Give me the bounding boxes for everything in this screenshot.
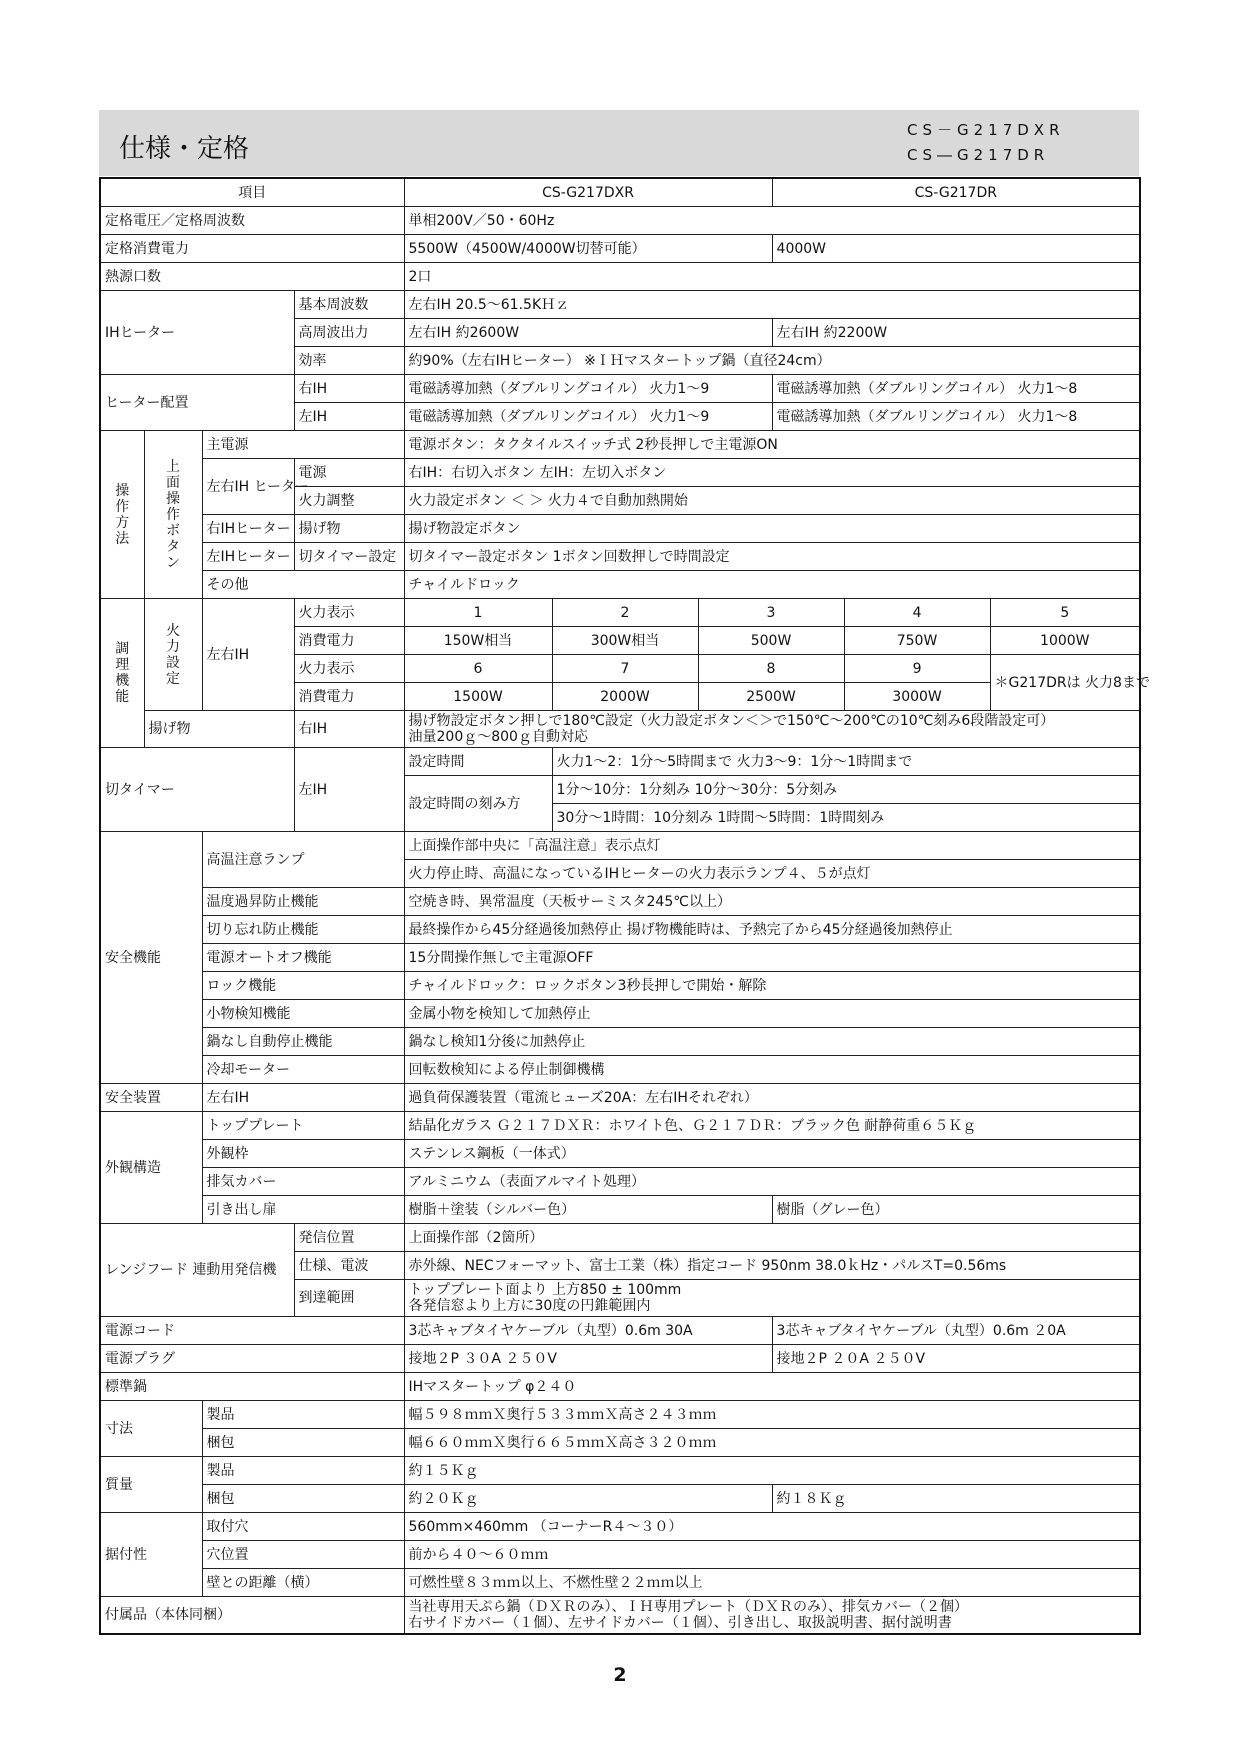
plug-dxr: 接地２P ３０A ２５０V bbox=[404, 1345, 772, 1373]
table-row bbox=[100, 711, 1140, 748]
table-row bbox=[100, 1112, 1140, 1140]
dr-heat-note: ＊G217DRは 火力8まで bbox=[990, 655, 1140, 711]
safety-row-value: 回転数検知による停止制御機構 bbox=[404, 1056, 1140, 1084]
safety-row-value: 空焼き時、異常温度（天板サーミスタ245℃以上） bbox=[404, 888, 1140, 916]
spec-table bbox=[99, 177, 1150, 1635]
ih-label: IHヒーター bbox=[100, 291, 294, 375]
ih-hf-dr: 左右IH 約2200W bbox=[772, 319, 1140, 347]
size-prod-label: 製品 bbox=[202, 1401, 404, 1429]
table-row bbox=[100, 599, 1140, 627]
cook-disp-label-2: 火力表示 bbox=[294, 655, 404, 683]
heat-level-cell: 2 bbox=[552, 599, 698, 627]
hood-wave-label: 仕様、電波 bbox=[294, 1252, 404, 1280]
offtimer-set-value: 火力1～2：1分～5時間まで 火力3～9：1分～1時間まで bbox=[552, 748, 1140, 776]
exterior-cover-value: アルミニウム（表面アルマイト処理） bbox=[404, 1168, 1140, 1196]
table-row bbox=[100, 571, 1140, 599]
table-row bbox=[100, 1028, 1140, 1056]
mass-prod-value: 約１５Ｋｇ bbox=[404, 1457, 1140, 1485]
size-pack-label: 梱包 bbox=[202, 1429, 404, 1457]
install-pos-label: 穴位置 bbox=[202, 1541, 404, 1569]
safety-row-value: 15分間操作無しで主電源OFF bbox=[404, 944, 1140, 972]
ops-other-label: その他 bbox=[202, 571, 404, 599]
ops-other-value: チャイルドロック bbox=[404, 571, 1140, 599]
mass-label: 質量 bbox=[100, 1457, 202, 1513]
ops-power-value: 右IH：右切入ボタン 左IH：左切入ボタン bbox=[404, 459, 1140, 487]
ops-right-label: 右IHヒーター bbox=[202, 515, 294, 543]
plug-dr: 接地２P ２０A ２５０V bbox=[772, 1345, 1140, 1373]
header-dr: CS-G217DR bbox=[772, 178, 1140, 207]
table-row bbox=[100, 1457, 1140, 1485]
heat-watt-cell: 300W相当 bbox=[552, 627, 698, 655]
exterior-label: 外観構造 bbox=[100, 1112, 202, 1224]
heat-watt-cell: 1000W bbox=[990, 627, 1140, 655]
safety-lamp1: 上面操作部中央に「高温注意」表示点灯 bbox=[404, 832, 1140, 860]
heat-level-cell: 3 bbox=[698, 599, 844, 627]
ih-hf-label: 高周波出力 bbox=[294, 319, 404, 347]
table-row bbox=[100, 207, 1140, 235]
heat-level-cell: 6 bbox=[404, 655, 552, 683]
heat-level-cell: 9 bbox=[844, 655, 990, 683]
offtimer-step-label: 設定時間の刻み方 bbox=[404, 776, 552, 832]
layout-right-dxr: 電磁誘導加熱（ダブルリングコイル） 火力1～9 bbox=[404, 375, 772, 403]
ops-main-value: 電源ボタン：タクタイルスイッチ式 2秒長押しで主電源ON bbox=[404, 431, 1140, 459]
safety-row-label: 鍋なし自動停止機能 bbox=[202, 1028, 404, 1056]
table-row bbox=[100, 1000, 1140, 1028]
ih-hf-dxr: 左右IH 約2600W bbox=[404, 319, 772, 347]
layout-left-label: 左IH bbox=[294, 403, 404, 431]
hood-pos-label: 発信位置 bbox=[294, 1224, 404, 1252]
table-row bbox=[100, 1345, 1140, 1373]
ops-heat-label: 火力調整 bbox=[294, 487, 404, 515]
table-row bbox=[100, 944, 1140, 972]
exterior-drawer-dr: 樹脂（グレー色） bbox=[772, 1196, 1140, 1224]
cord-dr: 3芯キャブタイヤケーブル（丸型）0.6m ２0A bbox=[772, 1317, 1140, 1345]
table-row bbox=[100, 1196, 1140, 1224]
safety-row-value: 鍋なし検知1分後に加熱停止 bbox=[404, 1028, 1140, 1056]
cook-fry-side: 右IH bbox=[294, 711, 404, 748]
ops-heat-value: 火力設定ボタン ＜ ＞ 火力４で自動加熱開始 bbox=[404, 487, 1140, 515]
heat-level-cell: 1 bbox=[404, 599, 552, 627]
table-row bbox=[100, 235, 1140, 263]
device-label: 安全装置 bbox=[100, 1084, 202, 1112]
table-row bbox=[100, 1373, 1140, 1401]
ops-left-label: 左IHヒーター bbox=[202, 543, 294, 571]
safety-row-label: 小物検知機能 bbox=[202, 1000, 404, 1028]
install-hole-label: 取付穴 bbox=[202, 1513, 404, 1541]
heat-level-cell: 4 bbox=[844, 599, 990, 627]
safety-row-value: 金属小物を検知して加熱停止 bbox=[404, 1000, 1140, 1028]
exterior-frame-value: ステンレス鋼板（一体式） bbox=[404, 1140, 1140, 1168]
offtimer-set-label: 設定時間 bbox=[404, 748, 552, 776]
cook-fry-label: 揚げ物 bbox=[144, 711, 294, 748]
ops-timer-value: 切タイマー設定ボタン 1ボタン回数押しで時間設定 bbox=[404, 543, 1140, 571]
safety-row-label: 切り忘れ防止機能 bbox=[202, 916, 404, 944]
install-wall-label: 壁との距離（横） bbox=[202, 1569, 404, 1597]
table-row bbox=[100, 1485, 1140, 1513]
page-title: 仕様・定格 bbox=[119, 134, 250, 164]
heat-watt-cell: 1500W bbox=[404, 683, 552, 711]
acc-label: 付属品（本体同梱） bbox=[100, 1597, 404, 1635]
safety-row-label: ロック機能 bbox=[202, 972, 404, 1000]
ops-main-label: 主電源 bbox=[202, 431, 404, 459]
install-wall-value: 可燃性壁８３ｍｍ以上、不燃性壁２２ｍｍ以上 bbox=[404, 1569, 1140, 1597]
table-row bbox=[100, 1401, 1140, 1429]
offtimer-side: 左IH bbox=[294, 748, 404, 832]
layout-label: ヒーター配置 bbox=[100, 375, 294, 431]
cook-cons-label: 消費電力 bbox=[294, 627, 404, 655]
table-row bbox=[100, 1597, 1140, 1635]
hood-range-line2: 各発信窓より上方に30度の円錐範囲内 bbox=[408, 1298, 651, 1314]
heat-watt-cell: 2500W bbox=[698, 683, 844, 711]
exterior-drawer-label: 引き出し扉 bbox=[202, 1196, 404, 1224]
model-number-dxr: CS－G217DXR bbox=[907, 121, 1065, 139]
mass-pack-dxr: 約２０Ｋｇ bbox=[404, 1485, 772, 1513]
layout-right-dr: 電磁誘導加熱（ダブルリングコイル） 火力1～8 bbox=[772, 375, 1140, 403]
mass-pack-label: 梱包 bbox=[202, 1485, 404, 1513]
hood-pos-value: 上面操作部（2箇所） bbox=[404, 1224, 1140, 1252]
size-prod-value: 幅５９８ｍｍＸ奥行５３３ｍｍＸ高さ２４３ｍｍ bbox=[404, 1401, 1140, 1429]
layout-left-dxr: 電磁誘導加熱（ダブルリングコイル） 火力1～9 bbox=[404, 403, 772, 431]
table-row bbox=[100, 459, 1140, 487]
safety-row-label: 冷却モーター bbox=[202, 1056, 404, 1084]
exterior-top-value: 結晶化ガラス Ｇ２１７ＤＸＲ：ホワイト色、Ｇ２１７ＤＲ：ブラック色 耐静荷重６５Ｋｇ bbox=[404, 1112, 1140, 1140]
table-row bbox=[100, 1056, 1140, 1084]
table-row bbox=[100, 1224, 1140, 1252]
burners-label: 熱源口数 bbox=[100, 263, 404, 291]
install-pos-value: 前から４０～６０ｍｍ bbox=[404, 1541, 1140, 1569]
table-row bbox=[100, 543, 1140, 571]
cook-disp-label: 火力表示 bbox=[294, 599, 404, 627]
table-row bbox=[100, 1317, 1140, 1345]
safety-row-label: 電源オートオフ機能 bbox=[202, 944, 404, 972]
table-row bbox=[100, 916, 1140, 944]
exterior-frame-label: 外観枠 bbox=[202, 1140, 404, 1168]
exterior-cover-label: 排気カバー bbox=[202, 1168, 404, 1196]
hood-wave-value: 赤外線、NECフォーマット、富士工業（株）指定コード 950nm 38.0ｋHz・パルスT=0.56ms bbox=[404, 1252, 1140, 1280]
ops-fry-label: 揚げ物 bbox=[294, 515, 404, 543]
voltage-value: 単相200V／50・60Hz bbox=[404, 207, 1140, 235]
table-row bbox=[100, 1541, 1140, 1569]
ops-timer-label: 切タイマー設定 bbox=[294, 543, 404, 571]
cook-fry-value bbox=[404, 711, 1140, 748]
safety-row-label: 温度過昇防止機能 bbox=[202, 888, 404, 916]
ops-lr-label: 左右IH ヒーター bbox=[202, 459, 294, 515]
safety-row-value: チャイルドロック：ロックボタン3秒長押しで開始・解除 bbox=[404, 972, 1140, 1000]
power-label: 定格消費電力 bbox=[100, 235, 404, 263]
acc-value bbox=[404, 1597, 1140, 1635]
power-dr: 4000W bbox=[772, 235, 1140, 263]
cook-fry-line2: 油量200ｇ～800ｇ自動対応 bbox=[408, 729, 588, 745]
header-dxr: CS-G217DXR bbox=[404, 178, 772, 207]
table-row bbox=[100, 1569, 1140, 1597]
heat-watt-cell: 2000W bbox=[552, 683, 698, 711]
table-row bbox=[100, 263, 1140, 291]
layout-left-dr: 電磁誘導加熱（ダブルリングコイル） 火力1～8 bbox=[772, 403, 1140, 431]
mass-prod-label: 製品 bbox=[202, 1457, 404, 1485]
ih-freq-label: 基本周波数 bbox=[294, 291, 404, 319]
cord-dxr: 3芯キャブタイヤケーブル（丸型）0.6m 30A bbox=[404, 1317, 772, 1345]
table-row bbox=[100, 515, 1140, 543]
offtimer-step2: 30分～1時間：10分刻み 1時間～5時間：1時間刻み bbox=[552, 804, 1140, 832]
cord-label: 電源コード bbox=[100, 1317, 404, 1345]
device-value: 過負荷保護装置（電流ヒューズ20A：左右IHそれぞれ） bbox=[404, 1084, 1140, 1112]
cook-label: 調 理 機 能 bbox=[100, 599, 144, 748]
pot-label: 標準鍋 bbox=[100, 1373, 404, 1401]
header-item: 項目 bbox=[100, 178, 404, 207]
heat-level-cell: 8 bbox=[698, 655, 844, 683]
safety-lamp-label: 高温注意ランプ bbox=[202, 832, 404, 888]
ops-sub-label: 上 面 操 作 ボ タ ン bbox=[144, 431, 202, 599]
table-header-row bbox=[100, 178, 1140, 207]
safety-row-value: 最終操作から45分経過後加熱停止 揚げ物機能時は、予熱完了から45分経過後加熱停止 bbox=[404, 916, 1140, 944]
table-row bbox=[100, 375, 1140, 403]
hood-range-value bbox=[404, 1280, 1140, 1317]
mass-pack-dr: 約１８Ｋｇ bbox=[772, 1485, 1140, 1513]
acc-line1: 当社専用天ぷら鍋（ＤＸＲのみ）、ＩＨ専用プレート（ＤＸＲのみ）、排気カバー（２個） bbox=[408, 1599, 968, 1615]
device-side: 左右IH bbox=[202, 1084, 404, 1112]
table-row bbox=[100, 832, 1140, 860]
table-row bbox=[100, 1140, 1140, 1168]
cook-cons-label-2: 消費電力 bbox=[294, 683, 404, 711]
table-row bbox=[100, 1168, 1140, 1196]
table-row bbox=[100, 1084, 1140, 1112]
power-dxr: 5500W（4500W/4000W切替可能） bbox=[404, 235, 772, 263]
heat-watt-cell: 500W bbox=[698, 627, 844, 655]
offtimer-step1: 1分～10分：1分刻み 10分～30分：5分刻み bbox=[552, 776, 1140, 804]
size-label: 寸法 bbox=[100, 1401, 202, 1457]
table-row bbox=[100, 1429, 1140, 1457]
table-row bbox=[100, 1513, 1140, 1541]
ops-power-label: 電源 bbox=[294, 459, 404, 487]
voltage-label: 定格電圧／定格周波数 bbox=[100, 207, 404, 235]
table-row bbox=[100, 431, 1140, 459]
offtimer-label: 切タイマー bbox=[100, 748, 294, 832]
table-row bbox=[100, 972, 1140, 1000]
ops-fry-value: 揚げ物設定ボタン bbox=[404, 515, 1140, 543]
cook-lr-label: 左右IH bbox=[202, 599, 294, 711]
size-pack-value: 幅６６０ｍｍＸ奥行６６５ｍｍＸ高さ３２０ｍｍ bbox=[404, 1429, 1140, 1457]
heat-watt-cell: 150W相当 bbox=[404, 627, 552, 655]
exterior-top-label: トッププレート bbox=[202, 1112, 404, 1140]
heat-level-cell: 7 bbox=[552, 655, 698, 683]
model-number-dr: CS―G217DR bbox=[907, 146, 1050, 164]
safety-lamp2: 火力停止時、高温になっているIHヒーターの火力表示ランプ４、５が点灯 bbox=[404, 860, 1140, 888]
layout-right-label: 右IH bbox=[294, 375, 404, 403]
table-row bbox=[100, 888, 1140, 916]
cook-fry-line1: 揚げ物設定ボタン押しで180℃設定（火力設定ボタン＜＞で150℃～200℃の10℃刻み6段階設定可） bbox=[408, 713, 1055, 729]
ih-eff-value: 約90%（左右IHヒーター） ※ＩＨマスタートップ鍋（直径24cm） bbox=[404, 347, 1140, 375]
heat-watt-cell: 3000W bbox=[844, 683, 990, 711]
pot-value: IHマスタートップ φ２４０ bbox=[404, 1373, 1140, 1401]
ih-freq-value: 左右IH 20.5～61.5KＨｚ bbox=[404, 291, 1140, 319]
page-header bbox=[99, 110, 1139, 176]
ih-eff-label: 効率 bbox=[294, 347, 404, 375]
table-row bbox=[100, 748, 1140, 776]
burners-value: 2口 bbox=[404, 263, 1140, 291]
install-hole-value: 560mm×460mm （コーナーR４～３０） bbox=[404, 1513, 1140, 1541]
page-number: 2 bbox=[613, 1664, 627, 1686]
hood-range-line1: トッププレート面より 上方850 ± 100mm bbox=[408, 1282, 682, 1298]
heat-watt-cell: 750W bbox=[844, 627, 990, 655]
exterior-drawer-dxr: 樹脂＋塗装（シルバー色） bbox=[404, 1196, 772, 1224]
hood-range-label: 到達範囲 bbox=[294, 1280, 404, 1317]
cook-fire-label: 火 力 設 定 bbox=[144, 599, 202, 711]
acc-line2: 右サイドカバー（１個）、左サイドカバー（１個）、引き出し、取扱説明書、据付説明書 bbox=[408, 1615, 952, 1631]
hood-label: レンジフード 連動用発信機 bbox=[100, 1224, 294, 1317]
install-label: 据付性 bbox=[100, 1513, 202, 1597]
table-row bbox=[100, 291, 1140, 319]
ops-label: 操 作 方 法 bbox=[100, 431, 144, 599]
safety-label: 安全機能 bbox=[100, 832, 202, 1084]
heat-level-cell: 5 bbox=[990, 599, 1140, 627]
plug-label: 電源プラグ bbox=[100, 1345, 404, 1373]
